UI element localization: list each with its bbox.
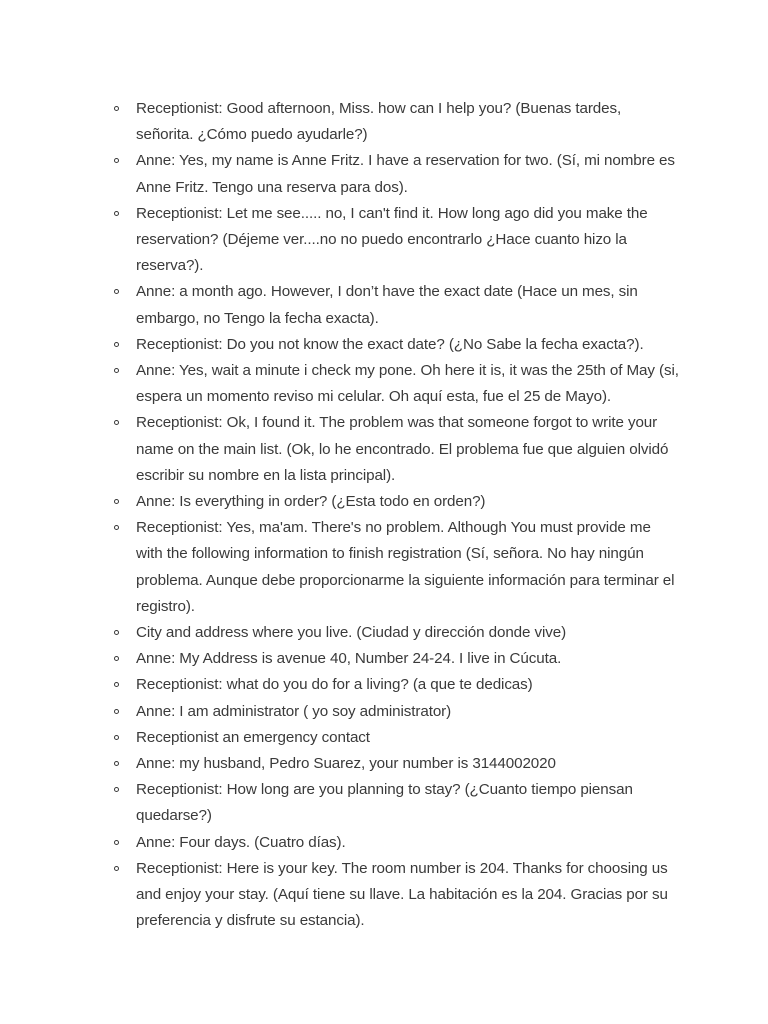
list-item-text: Receptionist: Let me see..... no, I can't find it. How long ago did you make the reservation? (Déjeme ver....no no puedo encontrarlo ¿Hace cuanto hizo la reserva?).: [136, 204, 648, 275]
list-item: [110, 830, 680, 856]
hollow-circle-bullet-icon: [114, 368, 119, 373]
list-item: [110, 515, 680, 620]
list-item: [110, 96, 680, 148]
hollow-circle-bullet-icon: [114, 211, 119, 216]
list-item: [110, 620, 680, 646]
list-item-text: Anne: I am administrator ( yo soy administrator): [136, 702, 452, 720]
hollow-circle-bullet-icon: [114, 709, 119, 714]
hollow-circle-bullet-icon: [114, 630, 119, 635]
list-item-text: Receptionist: what do you do for a living? (a que te dedicas): [136, 676, 533, 694]
hollow-circle-bullet-icon: [114, 761, 119, 766]
list-item: [110, 148, 680, 200]
list-item: [110, 358, 680, 410]
hollow-circle-bullet-icon: [114, 656, 119, 661]
list-item: [110, 201, 680, 280]
list-item: [110, 646, 680, 672]
list-item-text: Receptionist: How long are you planning to stay? (¿Cuanto tiempo piensan quedarse?): [136, 781, 633, 825]
hollow-circle-bullet-icon: [114, 106, 119, 111]
hollow-circle-bullet-icon: [114, 158, 119, 163]
list-item-text: Anne: Four days. (Cuatro días).: [136, 833, 346, 851]
list-item-text: Receptionist: Do you not know the exact date? (¿No Sabe la fecha exacta?).: [136, 335, 644, 353]
hollow-circle-bullet-icon: [114, 840, 119, 845]
hollow-circle-bullet-icon: [114, 525, 119, 530]
list-item-text: Anne: my husband, Pedro Suarez, your number is 3144002020: [136, 755, 556, 773]
list-item-text: Anne: a month ago. However, I don’t have the exact date (Hace un mes, sin embargo, no Tengo la fecha exacta).: [136, 283, 638, 327]
hollow-circle-bullet-icon: [114, 420, 119, 425]
list-item-text: Receptionist: Yes, ma'am. There's no problem. Although You must provide me with the following information to finish registration (Sí, señora. No hay ningún problema. Aunque debe proporcionarme la siguiente información para terminar el registro).: [136, 519, 675, 615]
list-item-text: Receptionist an emergency contact: [136, 728, 370, 746]
hollow-circle-bullet-icon: [114, 787, 119, 792]
list-item: [110, 332, 680, 358]
hollow-circle-bullet-icon: [114, 735, 119, 740]
list-item-text: Anne: Is everything in order? (¿Esta todo en orden?): [136, 493, 486, 511]
list-item: [110, 751, 680, 777]
hollow-circle-bullet-icon: [114, 866, 119, 871]
list-item-text: Receptionist: Ok, I found it. The problem was that someone forgot to write your name on the main list. (Ok, lo he encontrado. El problema fue que alguien olvidó escribir su nombre en la lista principal).: [136, 414, 669, 484]
list-item-text: Receptionist: Here is your key. The room number is 204. Thanks for choosing us and enjoy your stay. (Aquí tiene su llave. La habitación es la 204. Gracias por su preferencia y disfrute su estancia).: [136, 859, 668, 930]
list-item-text: Anne: Yes, my name is Anne Fritz. I have a reservation for two. (Sí, mi nombre es Anne Fritz. Tengo una reserva para dos).: [136, 152, 675, 196]
list-item-text: Anne: Yes, wait a minute i check my pone. Oh here it is, it was the 25th of May (si, espera un momento reviso mi celular. Oh aquí esta, fue el 25 de Mayo).: [136, 362, 679, 406]
list-item: [110, 699, 680, 725]
list-item: [110, 410, 680, 489]
list-item-text: Anne: My Address is avenue 40, Number 24-24. I live in Cúcuta.: [136, 650, 562, 668]
list-item: [110, 279, 680, 331]
hollow-circle-bullet-icon: [114, 682, 119, 687]
list-item-text: City and address where you live. (Ciudad y dirección donde vive): [136, 624, 567, 642]
list-item: [110, 489, 680, 515]
list-item: [110, 725, 680, 751]
list-item: [110, 777, 680, 829]
hollow-circle-bullet-icon: [114, 499, 119, 504]
hollow-circle-bullet-icon: [114, 342, 119, 347]
list-item: [110, 672, 680, 698]
hollow-circle-bullet-icon: [114, 289, 119, 294]
list-item: [110, 856, 680, 935]
list-item-text: Receptionist: Good afternoon, Miss. how can I help you? (Buenas tardes, señorita. ¿Cómo puedo ayudarle?): [136, 100, 622, 144]
dialogue-list: [110, 96, 680, 935]
